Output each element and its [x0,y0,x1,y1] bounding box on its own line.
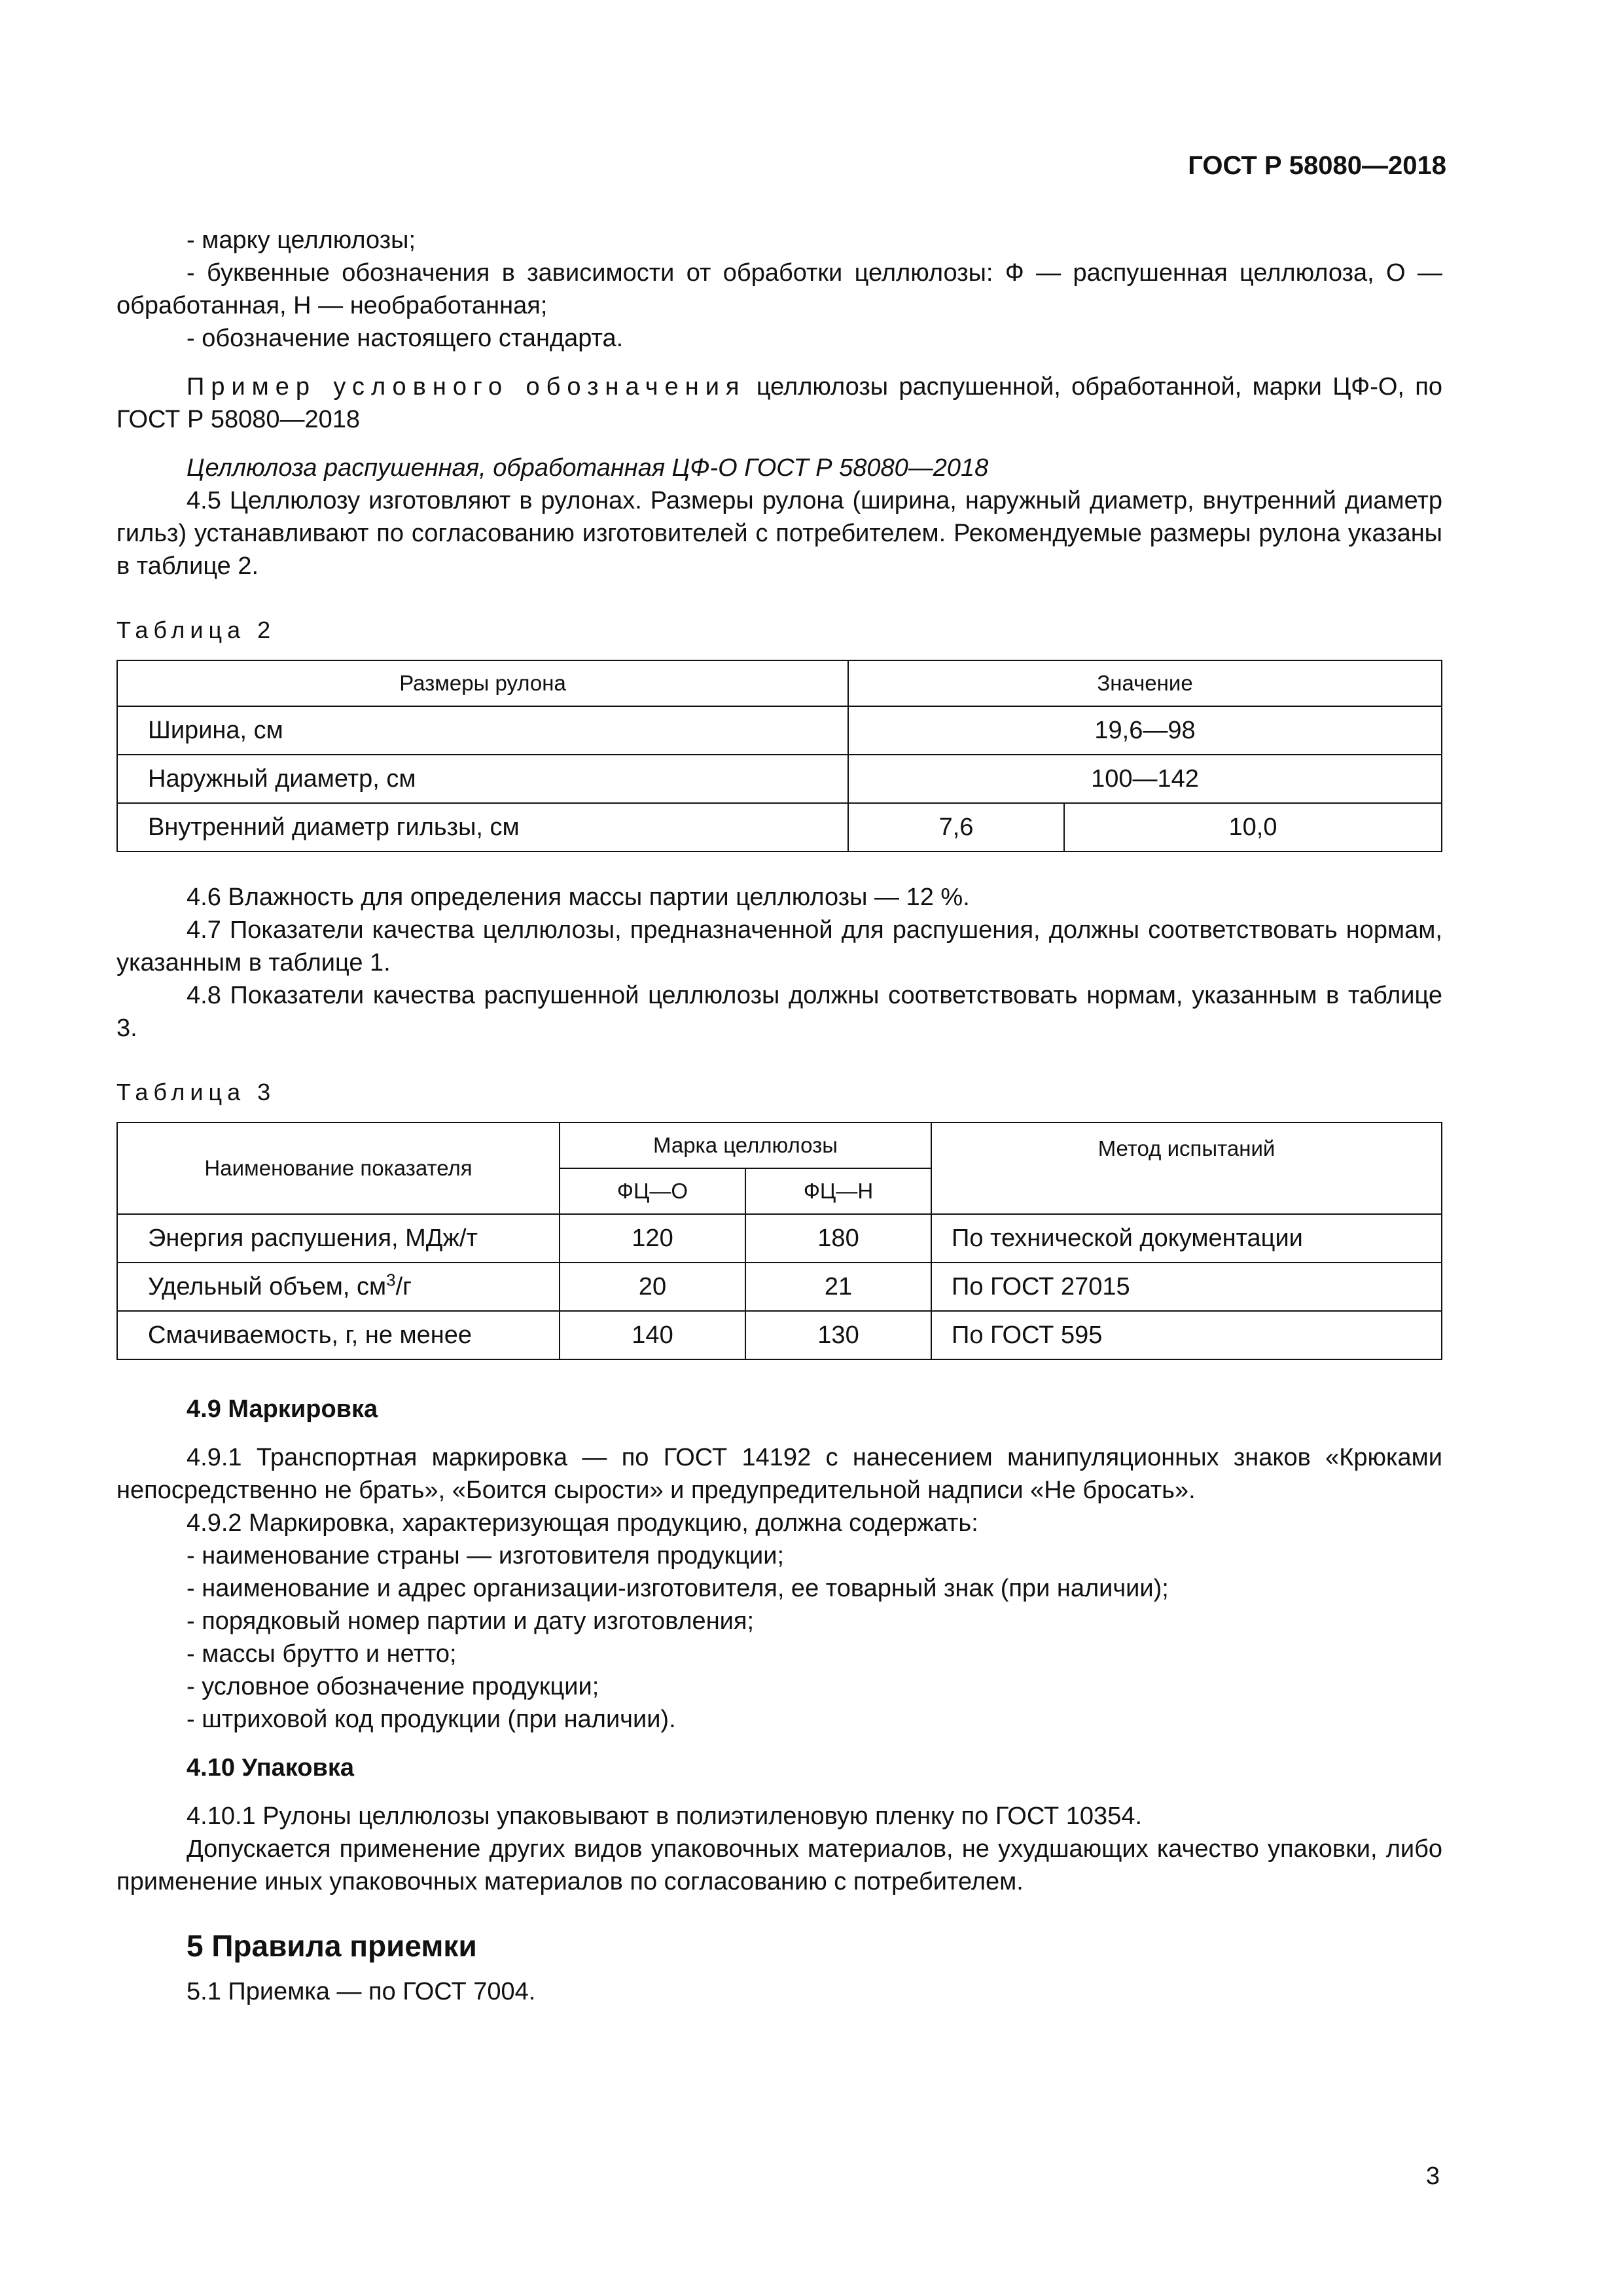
paragraph-4-10-2: Допускается применение других видов упаковочных материалов, не ухудшающих качество упаковки, либо применение иных упаковочных материалов по согласованию с потребителем. [116,1835,1442,1895]
table2-header-value: Значение [848,660,1442,706]
paragraph-4-6: 4.6 Влажность для определения массы партии целлюлозы — 12 %. [187,884,970,911]
example-paragraph [116,370,1442,436]
table-row [117,1263,1442,1311]
table3-cell-b: 180 [745,1214,931,1263]
document-code: ГОСТ Р 58080—2018 [1188,151,1446,180]
table3-cell-b: 21 [745,1263,931,1311]
superscript: 3 [386,1270,396,1290]
table3-caption: Таблица 3 [116,1079,276,1105]
table3-header-method: Метод испытаний [931,1122,1442,1214]
table-row [117,1214,1442,1263]
page-content [116,224,1442,2008]
table3 [116,1122,1442,1360]
table-row [117,706,1442,755]
list-item: - наименование и адрес организации-изготовителя, ее товарный знак (при наличии); [187,1575,1169,1602]
paragraph-4-9-2: 4.9.2 Маркировка, характеризующая продукцию, должна содержать: [187,1509,978,1537]
paragraph-4-8: 4.8 Показатели качества распушенной целлюлозы должны соответствовать нормам, указанным в таблице 3. [116,982,1442,1042]
paragraph-5-1: 5.1 Приемка — по ГОСТ 7004. [187,1978,536,2005]
page-number: 3 [1425,2162,1440,2190]
list-item: - марку целлюлозы; [187,226,416,254]
table3-header-grade-b: ФЦ—Н [745,1168,931,1214]
list-item: - условное обозначение продукции; [187,1673,599,1700]
table3-header-grade-a: ФЦ—О [560,1168,745,1214]
table3-cell-a: 140 [560,1311,745,1359]
cell-text: Удельный объем, см [148,1273,387,1300]
paragraph-4-7: 4.7 Показатели качества целлюлозы, предназначенной для распушения, должны соответствовать нормам, указанным в таблице 1. [116,916,1442,977]
example-designation: Целлюлоза распушенная, обработанная ЦФ-О ГОСТ Р 58080—2018 [187,454,989,482]
cell-text: /г [395,1273,412,1300]
list-item: - обозначение настоящего стандарта. [187,325,624,352]
paragraph-4-10-1: 4.10.1 Рулоны целлюлозы упаковывают в полиэтиленовую пленку по ГОСТ 10354. [187,1803,1143,1830]
paragraph-4-9-1: 4.9.1 Транспортная маркировка — по ГОСТ 14192 с нанесением манипуляционных знаков «Крюками непосредственно не брать», «Боится сырости» и предупредительной надписи «Не бросать». [116,1444,1442,1504]
table3-cell-name: Энергия распушения, МДж/т [117,1214,560,1263]
table3-cell-name [117,1263,560,1311]
example-label: Пример условного обозначения [187,373,746,401]
table-row [117,1311,1442,1359]
table2-caption: Таблица 2 [116,617,276,643]
paragraph-4-5: 4.5 Целлюлозу изготовляют в рулонах. Размеры рулона (ширина, наружный диаметр, внутренний диаметр гильз) устанавливают по согласованию изготовителей с потребителем. Рекомендуемые размеры рулона указаны в таблице 2. [116,487,1442,580]
list-item: - порядковый номер партии и дату изготовления; [187,1607,755,1635]
table2-cell-name: Ширина, см [117,706,848,755]
list-item: - штриховой код продукции (при наличии). [187,1706,676,1733]
table2-cell-name: Внутренний диаметр гильзы, см [117,803,848,852]
table2-cell-value: 19,6—98 [848,706,1442,755]
table-row [117,755,1442,803]
table3-cell-b: 130 [745,1311,931,1359]
list-item: - массы брутто и нетто; [187,1640,457,1668]
table3-cell-method: По технической документации [931,1214,1442,1263]
table3-cell-method: По ГОСТ 27015 [931,1263,1442,1311]
table2-cell-value-a: 7,6 [848,803,1064,852]
table2-cell-value: 100—142 [848,755,1442,803]
table2 [116,660,1442,852]
table2-header-size: Размеры рулона [117,660,848,706]
table-row [117,803,1442,852]
table3-cell-name: Смачиваемость, г, не менее [117,1311,560,1359]
section-5-title: 5 Правила приемки [187,1929,477,1963]
list-item: - буквенные обозначения в зависимости от обработки целлюлозы: Ф — распушенная целлюлоза, О — обработанная, Н — необработанная; [116,259,1442,319]
list-item: - наименование страны — изготовителя продукции; [187,1542,785,1570]
table3-cell-method: По ГОСТ 595 [931,1311,1442,1359]
section-4-10-title: 4.10 Упаковка [187,1754,355,1782]
table3-cell-a: 20 [560,1263,745,1311]
table3-header-indicator: Наименование показателя [117,1122,560,1214]
example-text: целлюлозы распушенной, обработанной, марки ЦФ-О, по ГОСТ Р 58080—2018 [116,373,1442,433]
table3-header-grade: Марка целлюлозы [560,1122,931,1168]
table2-cell-value-b: 10,0 [1064,803,1442,852]
table3-cell-a: 120 [560,1214,745,1263]
table2-cell-name: Наружный диаметр, см [117,755,848,803]
section-4-9-title: 4.9 Маркировка [187,1395,378,1423]
